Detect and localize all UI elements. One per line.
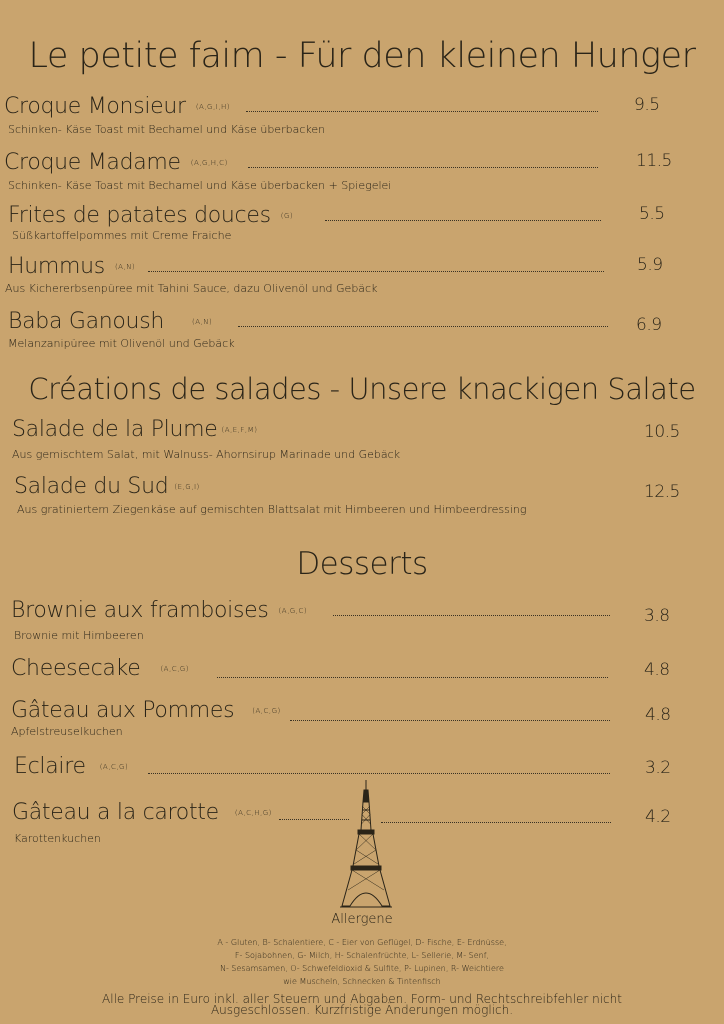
allergene-title: Allergene: [331, 912, 393, 927]
allergen-line: wie Muscheln, Schnecken & Tintenfisch: [283, 977, 441, 986]
item-allergens: (A,G,H,C): [190, 159, 228, 167]
item-description: Karottenkuchen: [14, 832, 101, 845]
item-description: Schinken- Käse Toast mit Bechamel und Käse überbacken + Spiegelei: [8, 179, 392, 192]
item-name: Gâteau a la carotte (A,C,H,G): [12, 800, 272, 825]
allergen-line: A - Gluten, B- Schalentiere, C - Eier von Geflügel, D- Fische, E- Erdnüsse,: [217, 938, 507, 947]
item-price: 5.9: [637, 255, 663, 275]
item-description: Apfelstreuselkuchen: [11, 725, 123, 738]
menu-item: [0, 474, 724, 524]
menu-item: [0, 254, 724, 304]
item-price: 4.8: [645, 705, 671, 725]
dot-leader: [279, 819, 349, 820]
item-allergens: (A,C,H,G): [234, 809, 272, 817]
item-name: Croque Madame (A,G,H,C): [4, 150, 228, 175]
allergen-line: N- Sesamsamen, O- Schwefeldioxid & Sulfite, P- Lupinen, R- Weichtiere: [220, 964, 504, 973]
item-name: Brownie aux framboises (A,G,C): [11, 598, 308, 623]
item-allergens: (A,N): [192, 318, 213, 326]
dot-leader: [290, 720, 610, 721]
item-name: Cheesecake (A,C,G): [11, 656, 189, 681]
dot-leader: [325, 220, 601, 221]
item-allergens: (A,E,F,M): [221, 426, 258, 434]
item-price: 9.5: [634, 95, 660, 115]
eiffel-tower-icon: [340, 780, 392, 912]
item-price: 10.5: [644, 422, 680, 442]
item-description: Schinken- Käse Toast mit Bechamel und Käse überbacken: [8, 123, 326, 136]
item-description: Aus Kichererbsenpüree mit Tahini Sauce, dazu Olivenöl und Gebäck: [5, 282, 378, 295]
item-price: 4.8: [644, 660, 670, 680]
dot-leader: [246, 111, 598, 112]
dot-leader: [248, 167, 598, 168]
item-name: Eclaire (A,C,G): [14, 754, 129, 779]
menu-item: [0, 203, 724, 253]
footer-line: Ausgeschlossen. Kurzfristige Änderungen möglich.: [210, 1003, 514, 1017]
section-title-salades: Créations de salades - Unsere knackigen Salate: [28, 372, 696, 406]
section-title-desserts: Desserts: [296, 546, 428, 582]
item-price: 5.5: [639, 204, 665, 224]
item-description: Aus gemischtem Salat, mit Walnuss- Ahornsirup Marinade und Gebäck: [12, 448, 401, 461]
dot-leader: [381, 822, 611, 823]
item-price: 3.8: [644, 606, 670, 626]
item-description: Brownie mit Himbeeren: [14, 629, 144, 642]
menu-item: [0, 94, 724, 144]
menu-item: [0, 598, 724, 648]
item-name: Salade de la Plume (A,E,F,M): [12, 417, 258, 442]
item-name: Hummus (A,N): [8, 254, 136, 279]
item-price: 12.5: [644, 482, 680, 502]
item-allergens: (A,N): [114, 263, 136, 271]
menu-item: [0, 150, 724, 200]
allergen-legend: [0, 936, 724, 988]
item-name: Croque Monsieur (A,G,I,H): [4, 94, 230, 119]
item-allergens: (A,C,G): [252, 707, 281, 715]
item-allergens: (G): [280, 212, 294, 220]
dot-leader: [238, 326, 608, 327]
dot-leader: [217, 677, 608, 678]
item-description: Süßkartoffelpommes mit Creme Fraiche: [12, 229, 232, 242]
menu-item: [0, 417, 724, 467]
dot-leader: [148, 271, 604, 272]
allergen-line: F- Sojabohnen, G- Milch, H- Schalenfrüchte, L- Sellerie, M- Senf,: [234, 951, 490, 960]
item-name: Baba Ganoush (A,N): [8, 309, 213, 334]
item-allergens: (A,C,G): [99, 763, 129, 771]
footer-line: Alle Preise in Euro inkl. aller Steuern und Abgaben. Form- und Rechtschreibfehler nicht: [102, 992, 622, 1006]
item-description: Aus gratiniertem Ziegenkäse auf gemischten Blattsalat mit Himbeeren und Himbeerdressing: [17, 503, 527, 516]
menu-item: [0, 698, 724, 748]
section-title-petite-faim: Le petite faim - Für den kleinen Hunger: [28, 36, 696, 76]
item-allergens: (A,G,I,H): [195, 103, 230, 111]
item-allergens: (E,G,I): [174, 483, 200, 491]
item-name: Frites de patates douces (G): [8, 203, 294, 228]
item-name: Salade du Sud (E,G,I): [14, 474, 200, 499]
dot-leader: [148, 773, 610, 774]
item-price: 4.2: [645, 807, 671, 827]
item-name: Gâteau aux Pommes (A,C,G): [11, 698, 281, 723]
footer-disclaimer: [0, 994, 724, 1016]
menu-item: [0, 309, 724, 359]
dot-leader: [333, 615, 610, 616]
item-price: 6.9: [636, 315, 662, 335]
item-allergens: (A,G,C): [278, 607, 308, 615]
item-description: Melanzanipüree mit Olivenöl und Gebäck: [8, 337, 235, 350]
item-price: 11.5: [636, 151, 672, 171]
item-allergens: (A,C,G): [160, 665, 189, 673]
item-price: 3.2: [645, 758, 671, 778]
